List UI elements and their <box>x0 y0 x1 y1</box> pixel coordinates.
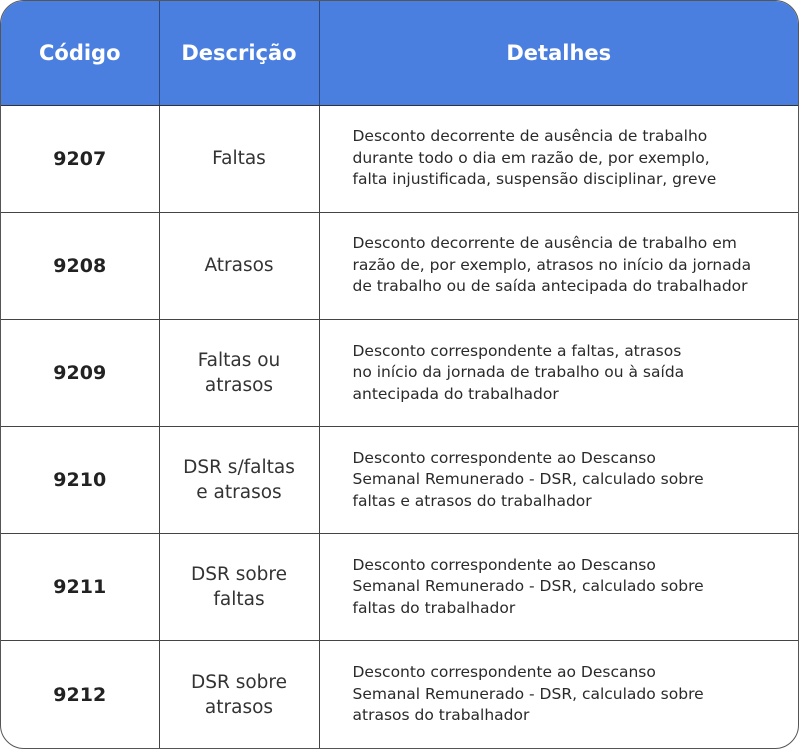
table-row <box>1 212 798 319</box>
details-line: Desconto correspondente ao Descanso <box>352 555 656 574</box>
details-line: de trabalho ou de saída antecipada do trabalhador <box>352 277 748 296</box>
row-description <box>159 534 319 641</box>
table-row <box>1 426 798 533</box>
codes-table <box>1 1 798 748</box>
header-description: Descrição <box>159 1 319 105</box>
row-details <box>319 212 798 319</box>
description-line: atrasos <box>204 696 274 718</box>
details-line: durante todo o dia em razão de, por exemplo, <box>352 148 710 167</box>
row-description <box>159 426 319 533</box>
row-description <box>159 105 319 212</box>
details-line: antecipada do trabalhador <box>352 384 559 403</box>
description-line: DSR s/faltas <box>183 457 295 479</box>
row-details <box>319 534 798 641</box>
row-description <box>159 641 319 748</box>
table-body <box>1 105 798 748</box>
description-line: atrasos <box>204 374 274 396</box>
row-code: 9210 <box>1 426 159 533</box>
table-header <box>1 1 798 105</box>
details-line: Desconto correspondente a faltas, atrasos <box>352 341 682 360</box>
description-line: faltas <box>213 589 265 611</box>
row-code: 9211 <box>1 534 159 641</box>
details-line: falta injustificada, suspensão disciplinar, greve <box>352 170 717 189</box>
description-line: e atrasos <box>196 482 282 504</box>
description-line: Atrasos <box>204 255 274 277</box>
description-line: Faltas <box>212 148 266 170</box>
details-line: razão de, por exemplo, atrasos no início da jornada <box>352 255 752 274</box>
header-details: Detalhes <box>319 1 798 105</box>
details-line: Semanal Remunerado - DSR, calculado sobre <box>352 684 704 703</box>
row-code: 9208 <box>1 212 159 319</box>
table-row <box>1 319 798 426</box>
header-code: Código <box>1 1 159 105</box>
description-line: DSR sobre <box>190 564 287 586</box>
description-line: Faltas ou <box>197 349 281 371</box>
table-row <box>1 641 798 748</box>
details-line: Semanal Remunerado - DSR, calculado sobre <box>352 470 704 489</box>
details-line: Desconto decorrente de ausência de trabalho em <box>352 234 737 253</box>
row-code: 9207 <box>1 105 159 212</box>
table-row <box>1 105 798 212</box>
row-code: 9209 <box>1 319 159 426</box>
row-details <box>319 641 798 748</box>
row-details <box>319 426 798 533</box>
header-row <box>1 1 798 105</box>
row-description <box>159 319 319 426</box>
row-details <box>319 319 798 426</box>
details-line: no início da jornada de trabalho ou à saída <box>352 363 685 382</box>
details-line: faltas do trabalhador <box>352 598 516 617</box>
details-line: Desconto correspondente ao Descanso <box>352 663 656 682</box>
row-code: 9212 <box>1 641 159 748</box>
table-row <box>1 534 798 641</box>
details-line: Semanal Remunerado - DSR, calculado sobre <box>352 577 704 596</box>
details-line: Desconto decorrente de ausência de trabalho <box>352 127 708 146</box>
details-line: atrasos do trabalhador <box>352 706 530 725</box>
description-line: DSR sobre <box>190 671 287 693</box>
row-description <box>159 212 319 319</box>
details-line: faltas e atrasos do trabalhador <box>352 491 592 510</box>
details-line: Desconto correspondente ao Descanso <box>352 448 656 467</box>
row-details <box>319 105 798 212</box>
